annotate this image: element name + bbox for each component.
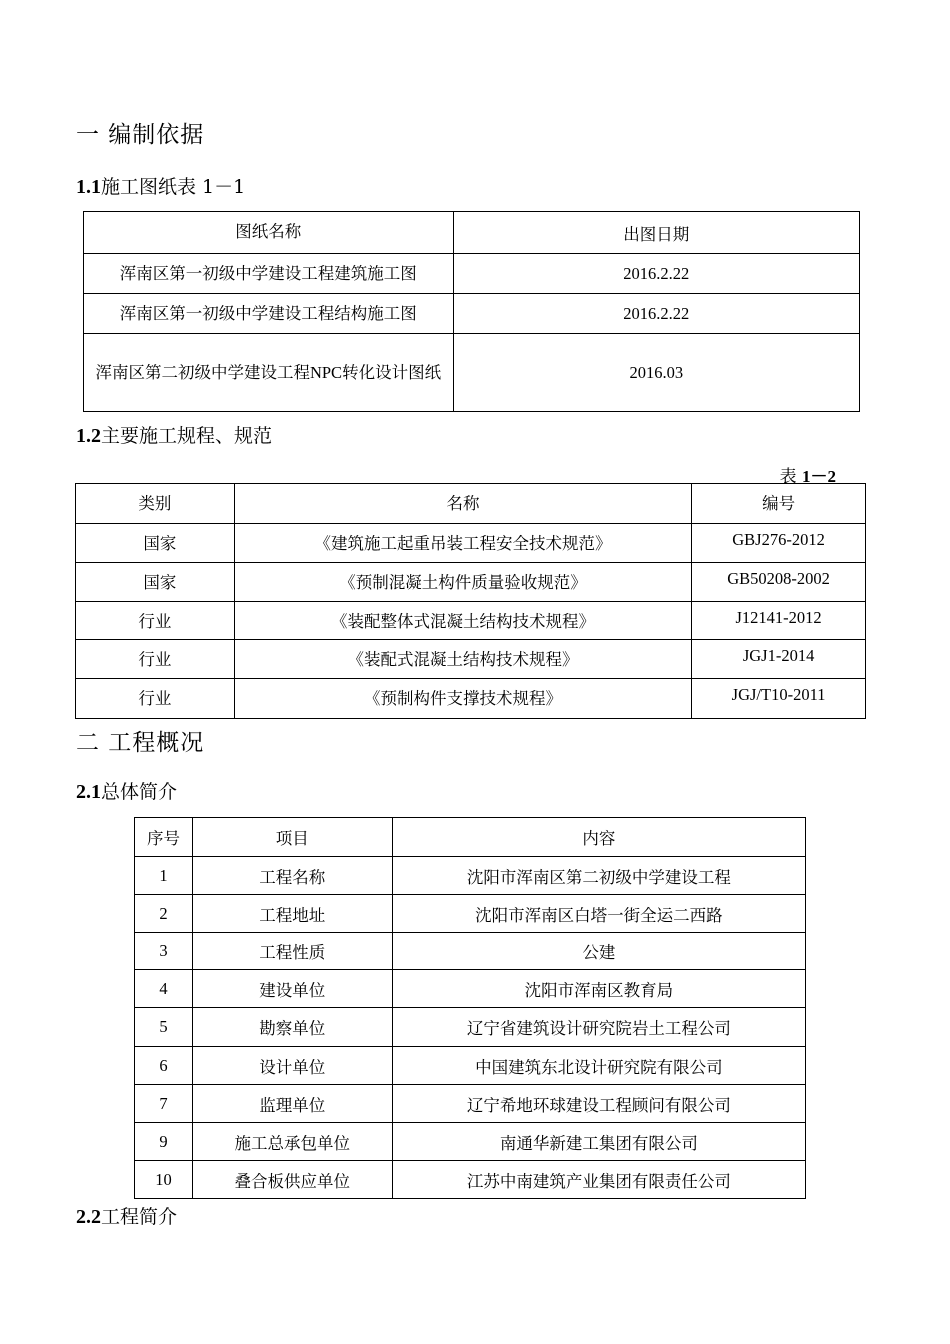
table-row xyxy=(135,1008,806,1047)
table-row xyxy=(135,857,806,895)
header-name: 名称 xyxy=(234,484,691,524)
row-content: 南通华新建工集团有限公司 xyxy=(392,1123,805,1161)
standards-table xyxy=(75,483,866,719)
table-row xyxy=(76,602,866,640)
standard-name: 《预制混凝土构件质量验收规范》 xyxy=(234,563,691,602)
table-row xyxy=(135,933,806,970)
row-serial-no: 1 xyxy=(135,857,193,895)
standard-name: 《预制构件支撑技术规程》 xyxy=(234,679,691,719)
table-row xyxy=(84,334,860,412)
subsection-1-2-heading xyxy=(76,421,272,448)
drawings-table xyxy=(83,211,860,412)
drawing-name xyxy=(84,334,454,412)
row-serial-no: 5 xyxy=(135,1008,193,1047)
subsection-text: 工程简介 xyxy=(101,1206,178,1228)
row-content: 沈阳市浑南区教育局 xyxy=(392,970,805,1008)
drawing-date: 2016.2.22 xyxy=(453,294,859,334)
drawing-name-suffix: 转化设计图纸 xyxy=(342,362,442,382)
table-row xyxy=(135,1123,806,1161)
row-item: 建设单位 xyxy=(192,970,392,1008)
subsection-2-2-heading xyxy=(76,1202,177,1229)
standard-name: 《建筑施工起重吊装工程安全技术规范》 xyxy=(234,524,691,563)
header-content: 内容 xyxy=(392,818,805,857)
row-content: 沈阳市浑南区白塔一街全运二西路 xyxy=(392,895,805,933)
row-content: 江苏中南建筑产业集团有限责任公司 xyxy=(392,1161,805,1199)
standard-category: 国家 xyxy=(76,563,235,602)
table-row xyxy=(135,1161,806,1199)
header-item: 项目 xyxy=(192,818,392,857)
row-item: 监理单位 xyxy=(192,1085,392,1123)
table-row xyxy=(84,294,860,334)
subsection-2-1-heading xyxy=(76,777,177,804)
header-serial-no: 序号 xyxy=(135,818,193,857)
subsection-text: 施工图纸表 1－1 xyxy=(101,176,246,198)
row-content: 辽宁希地环球建设工程顾问有限公司 xyxy=(392,1085,805,1123)
row-item: 叠合板供应单位 xyxy=(192,1161,392,1199)
drawing-name: 浑南区第一初级中学建设工程结构施工图 xyxy=(84,294,454,334)
header-drawing-name: 图纸名称 xyxy=(84,212,454,254)
subsection-1-1-heading xyxy=(76,172,245,199)
caption-prefix: 表 xyxy=(779,467,802,487)
standard-code: GBJ276-2012 xyxy=(692,524,866,563)
standard-code: GB50208-2002 xyxy=(692,563,866,602)
header-issue-date: 出图日期 xyxy=(453,212,859,254)
row-content: 中国建筑东北设计研究院有限公司 xyxy=(392,1047,805,1085)
row-item: 工程名称 xyxy=(192,857,392,895)
drawing-name-prefix: 浑南区第二初级中学建设工程 xyxy=(95,362,310,382)
row-content: 沈阳市浑南区第二初级中学建设工程 xyxy=(392,857,805,895)
section-2-title: 二 工程概况 xyxy=(76,730,205,756)
row-serial-no: 6 xyxy=(135,1047,193,1085)
standard-category: 行业 xyxy=(76,679,235,719)
standard-category: 国家 xyxy=(76,524,235,563)
section-1-title: 一 编制依据 xyxy=(76,122,205,148)
subsection-number: 1.2 xyxy=(76,425,101,447)
row-item: 工程性质 xyxy=(192,933,392,970)
row-serial-no: 2 xyxy=(135,895,193,933)
row-serial-no: 7 xyxy=(135,1085,193,1123)
caption-number: 1－2 xyxy=(802,467,836,486)
drawing-name: 浑南区第一初级中学建设工程建筑施工图 xyxy=(84,254,454,294)
header-category: 类别 xyxy=(76,484,235,524)
table-header-row xyxy=(135,818,806,857)
standard-name: 《装配式混凝土结构技术规程》 xyxy=(234,640,691,679)
table-header-row xyxy=(76,484,866,524)
subsection-text: 总体简介 xyxy=(101,781,178,803)
subsection-text: 主要施工规程、规范 xyxy=(101,425,273,447)
standard-code: JGJ1-2014 xyxy=(692,640,866,679)
table-row xyxy=(84,254,860,294)
row-serial-no: 9 xyxy=(135,1123,193,1161)
drawing-date: 2016.03 xyxy=(453,334,859,412)
drawing-date: 2016.2.22 xyxy=(453,254,859,294)
standard-category: 行业 xyxy=(76,640,235,679)
table-row xyxy=(135,1085,806,1123)
table-row xyxy=(76,563,866,602)
subsection-number: 2.2 xyxy=(76,1206,101,1228)
table-row xyxy=(76,679,866,719)
row-item: 工程地址 xyxy=(192,895,392,933)
table-row xyxy=(135,1047,806,1085)
table-row xyxy=(76,524,866,563)
table-row xyxy=(76,640,866,679)
overview-table xyxy=(134,817,806,1199)
standard-code: J12141-2012 xyxy=(692,602,866,640)
row-content: 公建 xyxy=(392,933,805,970)
row-serial-no: 3 xyxy=(135,933,193,970)
standard-category: 行业 xyxy=(76,602,235,640)
header-code: 编号 xyxy=(692,484,866,524)
row-serial-no: 10 xyxy=(135,1161,193,1199)
table-row xyxy=(135,970,806,1008)
row-item: 施工总承包单位 xyxy=(192,1123,392,1161)
table-row xyxy=(135,895,806,933)
row-item: 设计单位 xyxy=(192,1047,392,1085)
subsection-number: 2.1 xyxy=(76,781,101,803)
row-item: 勘察单位 xyxy=(192,1008,392,1047)
table-header-row xyxy=(84,212,860,254)
row-serial-no: 4 xyxy=(135,970,193,1008)
row-content: 辽宁省建筑设计研究院岩土工程公司 xyxy=(392,1008,805,1047)
standard-code: JGJ/T10-2011 xyxy=(692,679,866,719)
standard-name: 《装配整体式混凝土结构技术规程》 xyxy=(234,602,691,640)
drawing-name-npc: NPC xyxy=(309,362,343,382)
subsection-number: 1.1 xyxy=(76,176,101,198)
